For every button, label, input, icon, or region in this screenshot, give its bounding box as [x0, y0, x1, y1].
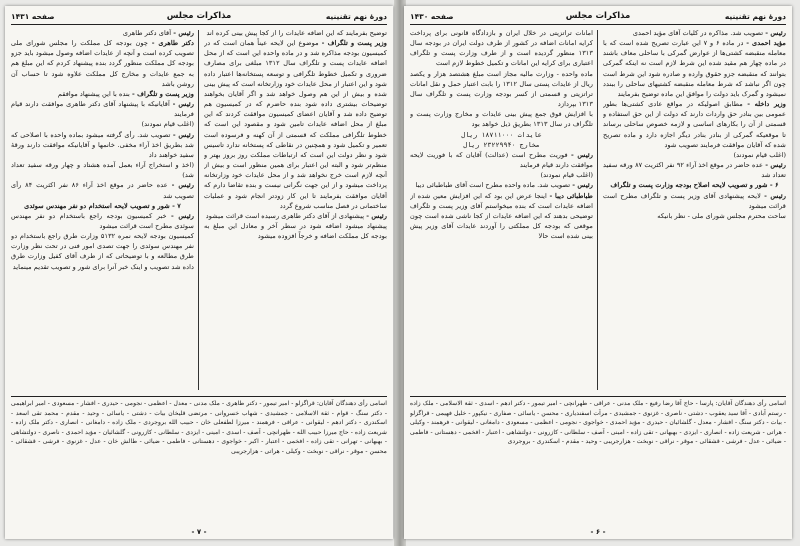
paragraph — [204, 221, 387, 241]
right-header-session: دورهٔ نهم تقنینیه — [724, 12, 786, 21]
left-page-number: - ۷ - — [191, 528, 207, 536]
speaker-name: وزیر داخله - — [747, 100, 786, 109]
paragraph-text: ماده واحده - وزارت مالیه مجاز است مبلغ هشتصد هزار و یکصد ریال از عایدات پستی سال ۱۳۱۲ را بابت اعتبار حمل و نقل امانات تراتزیتی و قسمتی از کسر بودجه وزارت پست و تلگراف سال ۱۳۱۳ بپردازد — [410, 69, 593, 109]
paragraph — [603, 191, 786, 211]
paragraph — [410, 170, 593, 180]
paragraph — [11, 99, 194, 119]
paragraph — [11, 28, 194, 38]
speaker-name: رئیس - — [572, 181, 593, 190]
right-page-column-right — [603, 28, 786, 392]
paragraph — [410, 191, 593, 242]
paragraph — [204, 211, 387, 221]
budget-figure-line: عایدات ۱۸۷۱۱۰۰۰ ریال — [461, 130, 542, 139]
speaker-name: رئیس - — [764, 191, 786, 200]
speaker-name: رئیس - — [172, 130, 194, 139]
left-header-session: دورهٔ نهم تقنینیه — [325, 12, 387, 21]
footnote-rule — [410, 396, 786, 397]
paragraph-text: خبر کمیسیون بودجه راجع باستخدام دو نفر مهندس سوئدی مطرح است قرائت میشود — [11, 211, 194, 230]
paragraph-text: ساحت محترم مجلس شورای ملی - نظر بانیکه — [657, 211, 786, 220]
paragraph — [410, 69, 593, 110]
paragraph-text: چون بودجه کل مملکت را مجلس شورای ملی تصویب کرده است و آنچه از عایدات اضافه وصول میشود باید جزو بودجه کل مملکت منظور گردد بنده پیشنهاد کردم که این مبلغ هم به جمع عایدات و مخارج کل مملکت علاوه شود تا حساب آن روشن باشد — [11, 39, 194, 88]
paragraph — [11, 180, 194, 200]
column-rule — [198, 30, 199, 390]
paragraph-text: آقای دکتر طاهری — [122, 29, 172, 37]
paragraph — [11, 119, 194, 129]
right-header-title: مذاکرات مجلس — [565, 11, 631, 21]
paragraph-text: امانات تراتزیتی در خلال ایران و بازدادگاه قانونی برای پرداخت کرایه امانات اضافه در کشور از طرف دولت ایران در بودجه سال ۱۳۱۳ منظور گردیده است و از طرف وزارت پست و تلگراف اعتباری برای کرایه این امانات و تکمیل خطوط لازم است — [410, 29, 593, 68]
left-page-footnote — [11, 399, 387, 529]
paragraph-text: (اخذ و استخراج آراء بعمل آمده هشتاد و چهار ورقه سفید تعداد شد) — [11, 161, 194, 180]
left-page-header — [11, 10, 387, 25]
right-page — [404, 6, 792, 539]
right-page-column-left — [410, 28, 593, 392]
speaker-name: رئیس - — [765, 161, 786, 170]
right-header-page-ref: صفحه ۱۴۳۰ — [410, 12, 454, 21]
paragraph-text: فوریت مطرح است (عدالت) آقایان که با فوریت لایحه موافقت دارند قیام فرمایند — [410, 150, 593, 170]
paragraph — [11, 211, 194, 231]
speaker-name: مؤید احمدی - — [746, 39, 786, 48]
paragraph-text: تصویب شد. مذاکره در کلیات آقای مؤید احمدی — [632, 29, 764, 37]
paragraph-text: پیشنهادی از آقای دکتر طاهری رسیده است قرائت میشود — [205, 211, 365, 220]
speaker-name: رئیس - — [172, 100, 194, 109]
paragraph-text: اینجا عرض این بود که این افزایش معین شده از اضافه عایدات است که بنده میخواستم آقای وزیر پست و تلگراف توضیحی بدهند که این اضافه عایدات از کجا ناشی شده است چون موقعی که بودجه کل مملکتی را آوردند عایدات آقای وزیر پیش بینی شده است حالا — [410, 191, 593, 241]
paragraph-text: تصویب شد. ماده واحده مطرح است آقای طباطبائی دیبا — [415, 181, 571, 190]
paragraph — [11, 160, 194, 180]
paragraph — [603, 38, 786, 99]
paragraph-text: تصویب شد. رأی گرفته میشود بماده واحده با اصلاحی که شد بطریق اخذ آراء مخفی. خانمها و آقایانیکه موافقت دارند ورقهٔ سفید خواهند داد — [11, 130, 194, 159]
paragraph — [410, 150, 593, 170]
paragraph-text: (اغلب قیام نمودند) — [540, 171, 593, 180]
paragraph-text: موضوع این لایحه عیناً همان است که در کمیسیون بودجه مذاکره شد و در ماده واحده این است که از محل اضافه عایدات پست و تلگراف سال ۱۳۱۲ مبلغی برای مصارف ضروری و تکمیل خطوط تلگرافی و توسعه پستخانه‌ها اعتبار داده شود و این اعتبار از محل عایدات خود وزارتخانه است که پیش بینی شده و بیش از این هم وصول خواهد شد و اگر آقایان بخواهند توضیحات بیشتری داده شود بنده حاضرم که در کمیسیون هم توضیح داده شد و آقایان اعضای کمیسیون موافقت کردند که این مبلغ از محل اضافه عایدات تامین شود و مقصود این است که خطوط تلگرافی مملکت که قسمتی از آن کهنه و فرسوده است تعمیر و تکمیل شود و همچنین در نقاطی که پستخانه ندارد تاسیس شود و نظر دولت این است که ارتباطات مملکت روز بروز بهتر و منظم‌تر شود و البته این اعتبار برای همین منظور است و بیش از آنچه لازم است خرج نخواهد شد و از محل عایدات خود وزارتخانه پرداخت میشود و از این جهت نگرانی نیست و بنده تقاضا دارم که آقایان موافقت بفرمایند تا این کار زودتر انجام شود و عملیات ساختمانی در فصل مناسب شروع گردد — [204, 39, 387, 210]
paragraph-text: (اغلب قیام نمودند) — [733, 150, 786, 159]
speaker-name: رئیس - — [173, 29, 194, 37]
paragraph-text: آقایانیکه با پیشنهاد آقای دکتر طاهری موافقت دارند قیام فرمایند — [11, 100, 194, 119]
paragraph-text: بنده با این پیشنهاد موافقم — [57, 89, 130, 98]
footnote-rule — [11, 396, 387, 397]
paragraph — [11, 130, 194, 160]
paragraph-text: توضیح بفرمایند که این اضافه عایدات را از کجا پیش بینی کرده اند — [206, 29, 387, 37]
left-page — [5, 6, 393, 539]
paragraph-text: پیشنهاد میشود اضافه شود در سطر آخر و معادل این مبلغ به بودجه کل مملکت اضافه و خرجاً افزوده میشود — [204, 221, 387, 241]
section-heading: ۶ - شور و تصویب لایحه اصلاح بودجه وزارت پست و تلگراف — [610, 181, 779, 190]
speaker-name: وزیر پست و تلگراف - — [321, 39, 387, 48]
paragraph-text: عده حاضر در موقع اخذ آراء ۸۶ نفر اکثریت ۸۴ رأی تصویب شد — [11, 181, 194, 200]
right-page-header — [410, 10, 786, 25]
paragraph-text: (اغلب قیام نمودند) — [141, 120, 194, 129]
paragraph — [204, 38, 387, 211]
paragraph — [11, 231, 194, 272]
column-rule — [597, 30, 598, 390]
paragraph — [603, 150, 786, 160]
paragraph — [11, 38, 194, 89]
right-page-footnote — [410, 399, 786, 529]
speaker-name: دکتر طاهری - — [151, 39, 194, 48]
paragraph — [410, 28, 593, 69]
speaker-name: رئیس - — [765, 29, 786, 37]
paragraph — [603, 160, 786, 180]
speaker-name: رئیس - — [571, 150, 593, 159]
budget-figure-line: مخارج ۲۳۲۲۹۹۴۰ ریال — [463, 140, 540, 149]
left-header-title: مذاکرات مجلس — [166, 11, 232, 21]
speaker-name: رئیس - — [171, 181, 194, 190]
paragraph — [410, 180, 593, 190]
paragraph — [603, 28, 786, 38]
paragraph-text: لایحه پیشنهادی آقای وزیر پست و تلگراف مطرح است قرائت میشود — [603, 191, 786, 210]
paragraph-text: با افزایش فوق جمع پیش بینی عایدات و مخارج وزارت پست و تلگراف در سال ۱۳۱۳ بطریق ذیل خواهد بود — [410, 110, 593, 129]
left-page-column-right — [204, 28, 387, 392]
footnote-text: اسامی رأی دهندگان آقایان: قراگزلو - امیر تیمور - دکتر طاهری - ملک مدنی - معدل - اعظمی - نجومی - حیدری - افشار - مسعودی - امیر ابراهیمی - دکتر سنگ - قوام - ثقة الاسلامی - جمشیدی - شهاب خسروانی - مرتضی قلیخان بیات - دشتی - یاسائی - وحید - مقدم - محمد تقی اسعد - اسکندری - دکتر ادهم - لیقوانی - عراقی - فرهمند - میرزا لطفعلی خان - حبیب الله بروجردی - ملک زاده - دامغانی - انصاری - دکتر ملک زاده - شریعت زاده - حاج میرزا حبیب الله - طهرانچی - آصف - اسدی - امینی - ایزدی - سلطانی - کازرونی - گلشائیان - مؤید احمدی - ناصری - دولتشاهی - بهبهانی - تهرانی - تقی زاده - افخمی - اعتبار - اکبر - خواجوی - دهستانی - فاطمی - ضیائی - طالش خان - عدل - غزنوی - فرشی - قشقائی - محسن - موقر - نراقی - نوبخت - وکیلی - هراتی - هزارجریبی — [11, 400, 387, 455]
footnote-text: اسامی رأی دهندگان آقایان: پارسا - حاج آقا رضا رفیع - ملک مدنی - عراقی - طهرانچی - امیر تیمور - دکتر ادهم - اسدی - ثقة الاسلامی - ملک زاده - رستم آبادی - آقا سید یعقوب - دشتی - ناصری - غزنوی - جمشیدی - مرآت اسفندیاری - محسن - یاسائی - صفاری - نیکپور - خلیل فهیمی - قراگزلو - بیات - دکتر سنگ - افشار - معدل - گلشائیان - حیدری - مؤید احمدی - خواجوی - نجومی - اعظمی - مسعودی - دامغانی - لیقوانی - فرهمند - وکیلی - هراتی - شریعت زاده - انصاری - ایزدی - بهبهانی - تقی زاده - امینی - آصف - سلطانی - کازرونی - دولتشاهی - اعتبار - افخمی - دهستانی - فاطمی - ضیائی - عدل - فرشی - قشقائی - موقر - نراقی - نوبخت - هزارجریبی - وحید - مقدم - اسکندری - بروجردی — [410, 400, 786, 445]
speaker-name: وزیر پست و تلگراف - — [132, 89, 194, 98]
paragraph — [11, 89, 194, 99]
speaker-name: طباطبائی دیبا - — [549, 191, 593, 200]
paragraph — [410, 109, 593, 129]
speaker-name: رئیس - — [366, 211, 387, 220]
section-heading: ۷ - شور و تصویب لایحه استخدام دو نفر مهندس سوئدی — [24, 201, 181, 210]
speaker-name: رئیس - — [170, 211, 194, 220]
paragraph — [204, 28, 387, 38]
right-page-number: - ۶ - — [590, 528, 606, 536]
left-header-page-ref: صفحه ۱۴۳۱ — [11, 12, 55, 21]
paragraph-text: کمیسیون بودجه لایحه نمره ۵۱۳۲ وزارت طرق راجع باستخدام دو نفر مهندس سوئدی را جهت تصدی امور فنی در تحت نظر وزارت طرق مطالعه و با توضیحاتی که از طرف آقای کفیل وزارت طرق داده شد تصویب و اینک خبر آنرا برای شور و تصویب تقدیم مینماید — [11, 232, 194, 271]
left-page-column-left — [11, 28, 194, 392]
paragraph — [603, 99, 786, 150]
paragraph-text: مطابق اصولیکه در مواقع عادی کشتی‌ها بطور عمومی بین بنادر حق واردات دارند که دولت از این حق استفاده و قسمتی از آن را بکارهای اساسی و لازمه خصوص ساحلی برساند تا موقعیکه گمرکی از بنادر بنادر دیگر اجازه دارد و ماده تصریح شده که آقایان موافقت فرمایند تصویب شود — [603, 100, 786, 149]
paragraph-text: در ماده ۶ و ۷ این عبارت تصریح شده است که با معامله منقبضه کشتی‌ها از عوارض گمرکی با ساحلی معاف باشند در ماده چهار هم مقید شده این شرط لازم است نه اینکه گمرکی بتوانند که منقبضه جزو حقوق وارده و صادره شود این شرط است چون اگر نباشد که شرط معامله منقبضه کشتیهای ساحلی را ببندد نمیشود و گمرک باید دولت را موافق این ماده توضیح بفرمایند — [603, 39, 786, 98]
paragraph — [603, 211, 786, 221]
paragraph-text: عده حاضر در موقع اخذ آراء ۹۲ نفر اکثریت ۸۷ ورقه سفید تعداد شد — [603, 161, 786, 180]
